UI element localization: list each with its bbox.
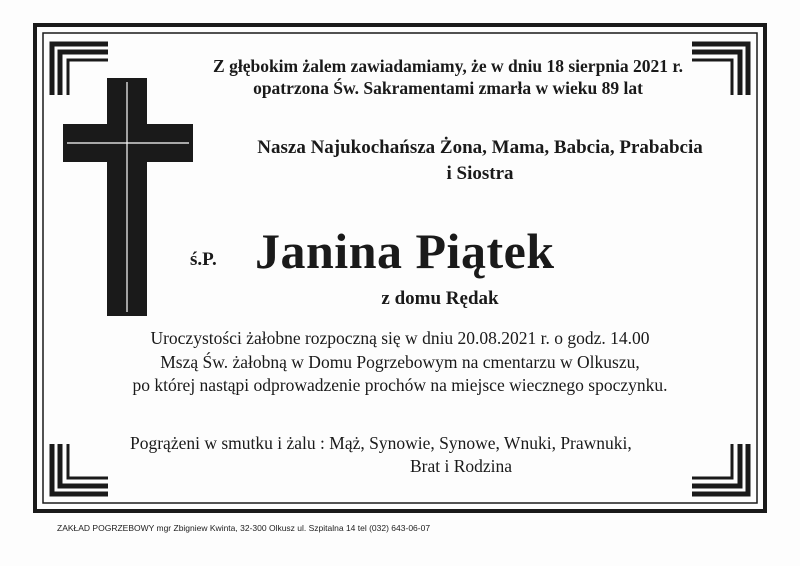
relation-line-2: i Siostra	[446, 163, 514, 184]
corner-ornament-icon	[692, 444, 748, 494]
ceremony-line-2: Mszą Św. żałobną w Domu Pogrzebowym na cmentarzu w Olkuszu,	[160, 352, 640, 372]
mourners-line-1: Pogrążeni w smutku i żalu : Mąż, Synowie, Synowe, Wnuki, Prawnuki,	[130, 433, 632, 453]
deceased-name: Janina Piątek	[255, 223, 555, 279]
relation-line-1: Nasza Najukochańsza Żona, Mama, Babcia, Prababcia	[257, 137, 703, 158]
announcement-line-1: Z głębokim żalem zawiadamiamy, że w dniu 18 sierpnia 2021 r.	[213, 56, 683, 76]
maiden-name: z domu Rędak	[381, 288, 499, 309]
mourners-line-2: Brat i Rodzina	[410, 456, 513, 476]
announcement-line-2: opatrzona Św. Sakramentami zmarła w wieku 89 lat	[253, 78, 643, 98]
corner-ornament-icon	[52, 44, 108, 95]
latin-cross-icon	[63, 78, 193, 316]
funeral-home-footer: ZAKŁAD POGRZEBOWY mgr Zbigniew Kwinta, 32-300 Olkusz ul. Szpitalna 14 tel (032) 643-06-07	[57, 523, 431, 533]
ceremony-line-1: Uroczystości żałobne rozpoczną się w dniu 20.08.2021 r. o godz. 14.00	[150, 328, 650, 348]
ceremony-line-3: po której nastąpi odprowadzenie prochów na miejsce wiecznego spoczynku.	[132, 375, 668, 395]
deceased-name-row	[190, 222, 690, 282]
corner-ornament-icon	[52, 444, 108, 494]
deceased-prefix: ś.P.	[190, 249, 217, 270]
